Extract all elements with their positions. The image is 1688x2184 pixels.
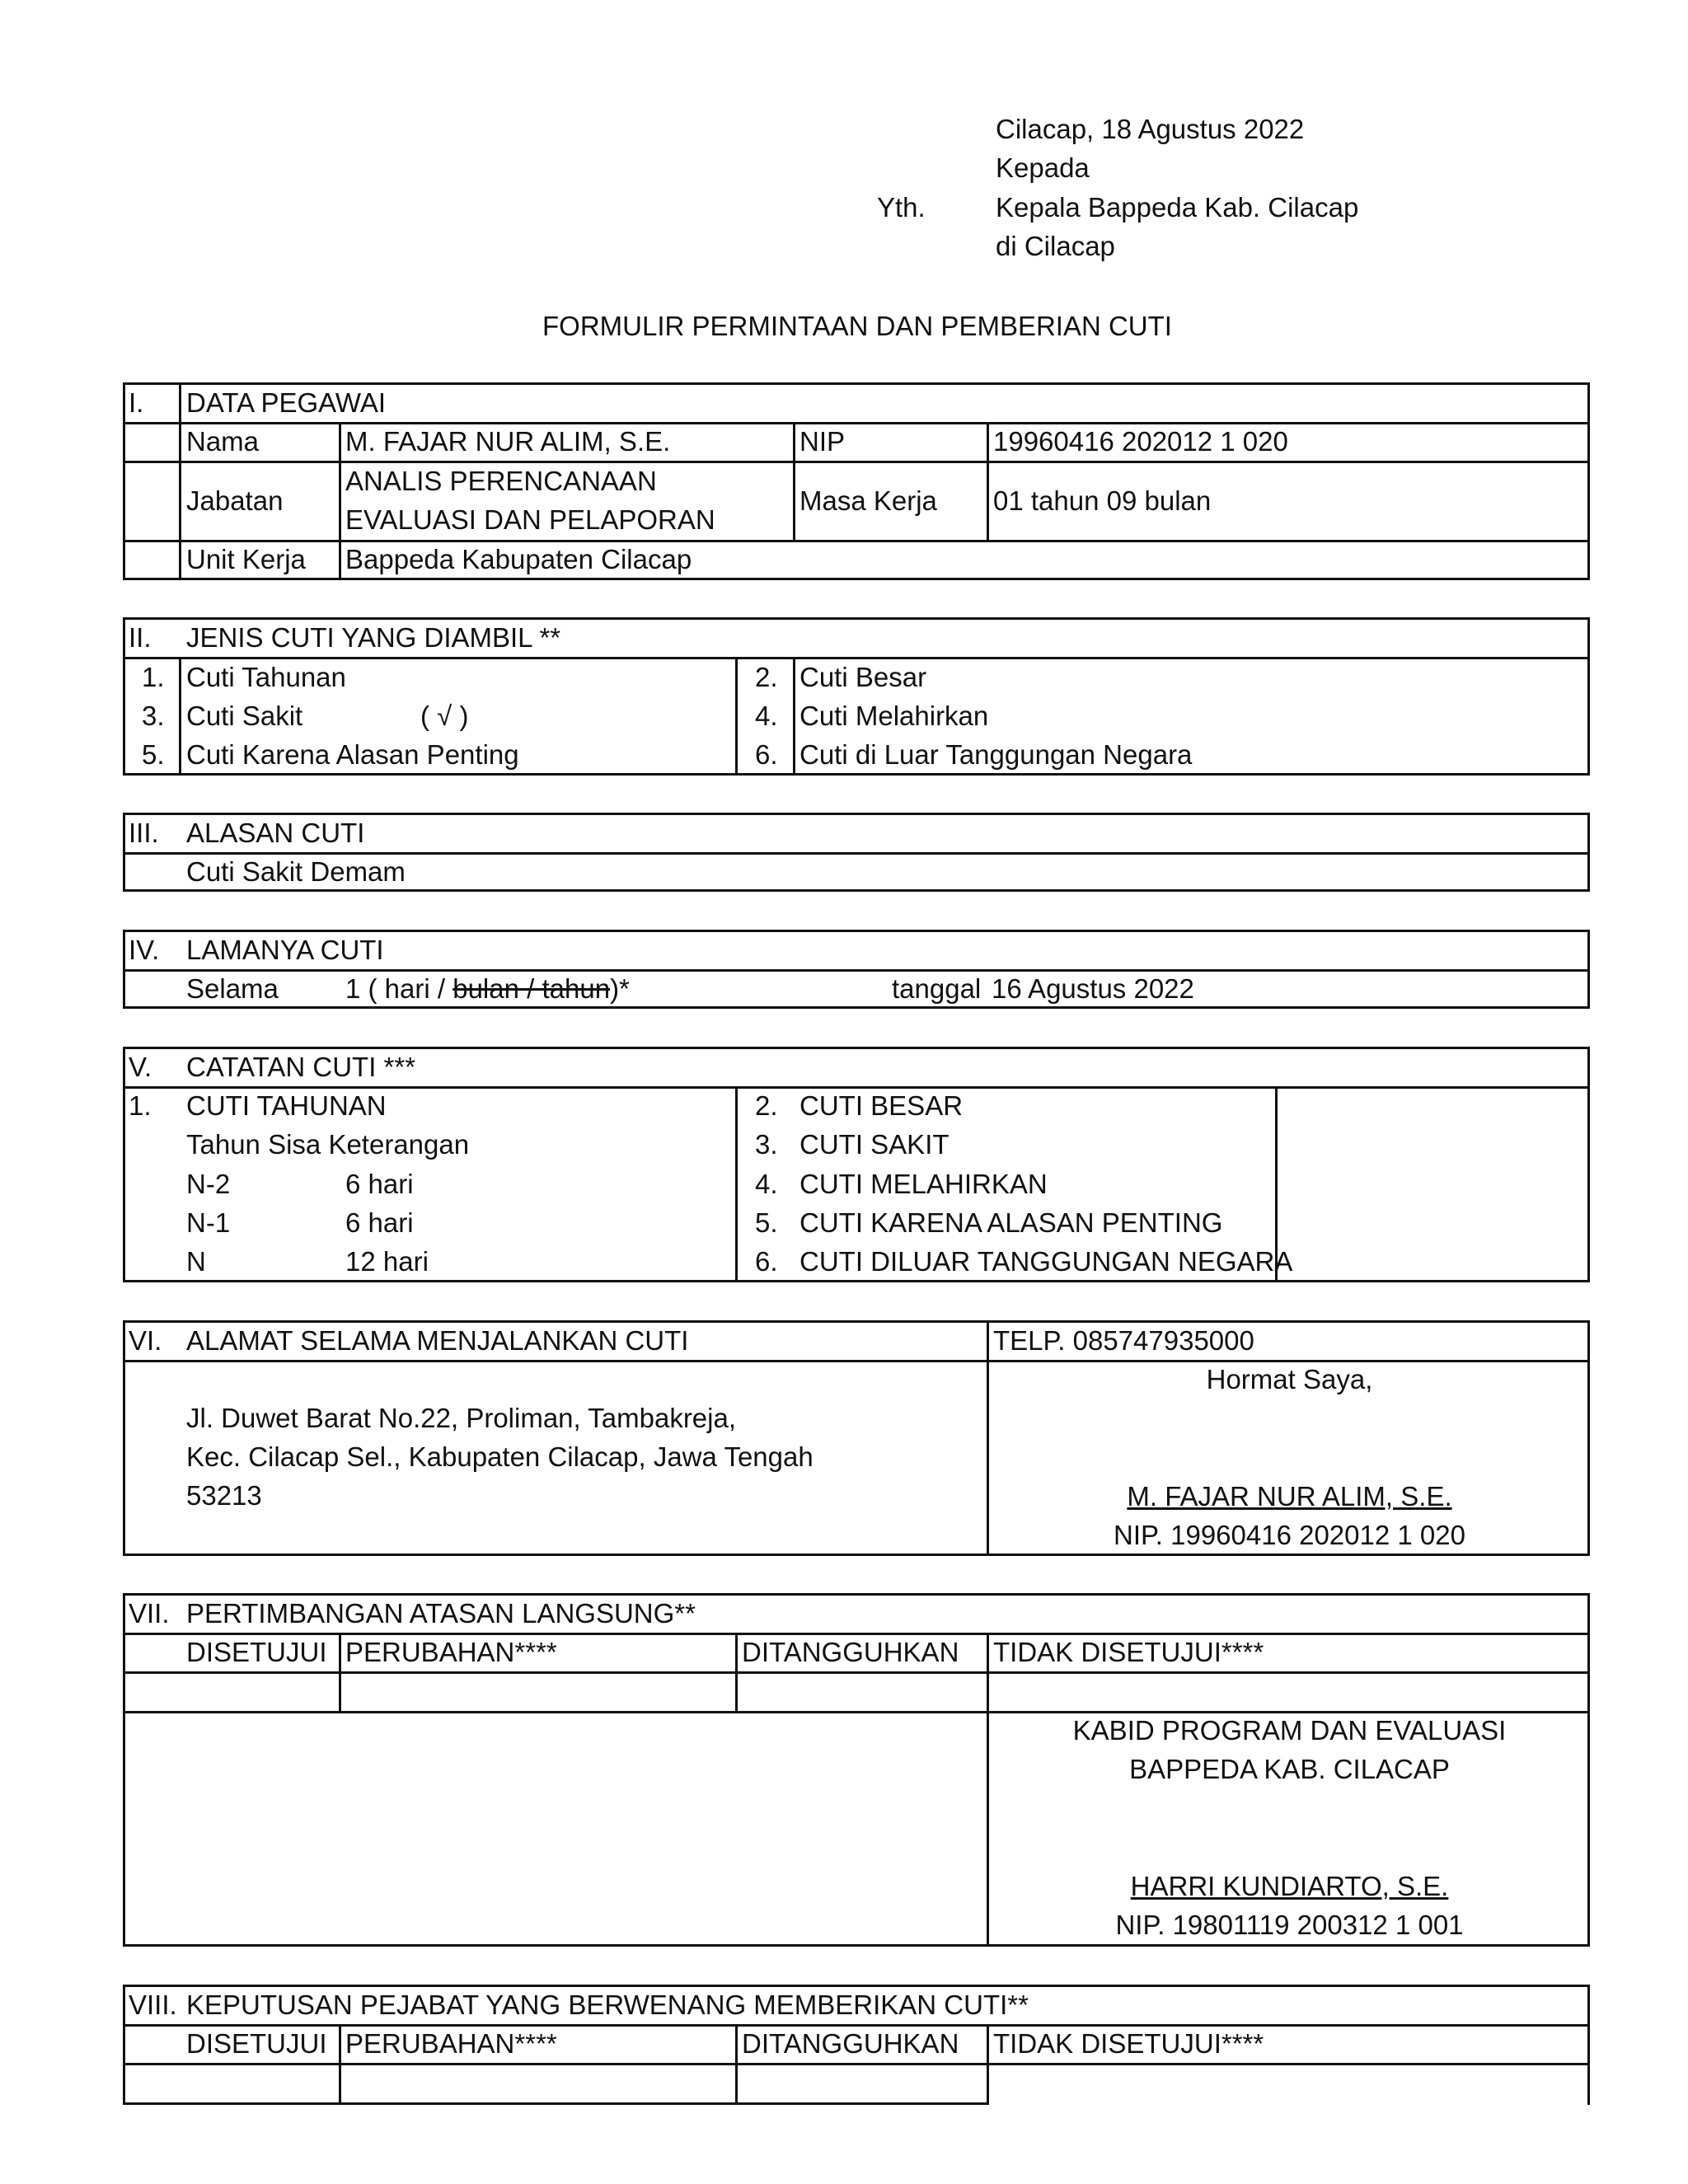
address-line: Kec. Cilacap Sel., Kabupaten Cilacap, Jawa Tengah — [186, 1441, 814, 1472]
tahunan-year: N — [186, 1246, 206, 1277]
signer-name-text: M. FAJAR NUR ALIM, S.E. — [1127, 1481, 1452, 1511]
catatan-number: 2. — [755, 1090, 778, 1121]
leave-type-number: 5. — [142, 739, 165, 770]
duration-suffix: )* — [610, 973, 630, 1004]
catatan-label: CUTI SAKIT — [799, 1129, 950, 1160]
unit-kerja-value: Bappeda Kabupaten Cilacap — [345, 544, 692, 574]
section-number: VIII. — [129, 1990, 177, 2020]
section-number: VI. — [129, 1325, 162, 1356]
leave-type-label: Cuti Sakit — [186, 701, 303, 731]
leave-type-label: Cuti di Luar Tanggungan Negara — [799, 739, 1193, 770]
section-heading: ALAMAT SELAMA MENJALANKAN CUTI — [186, 1325, 689, 1356]
tahunan-label: CUTI TAHUNAN — [186, 1090, 387, 1121]
alasan-value: Cuti Sakit Demam — [186, 856, 406, 887]
hormat-saya: Hormat Saya, — [1206, 1364, 1373, 1394]
col-disetujui: DISETUJUI — [186, 1637, 327, 1667]
leave-type-number: 3. — [142, 701, 165, 731]
tahunan-year: N-1 — [186, 1207, 231, 1238]
section-number: II. — [129, 622, 152, 653]
nip-label: NIP — [799, 426, 846, 457]
tahunan-sisa: 12 hari — [345, 1246, 429, 1277]
leave-type-number: 1. — [142, 662, 165, 692]
catatan-label: CUTI MELAHIRKAN — [799, 1169, 1048, 1199]
tahunan-sisa: 6 hari — [345, 1169, 414, 1199]
jabatan-label: Jabatan — [186, 485, 284, 516]
masa-kerja-label: Masa Kerja — [799, 485, 937, 516]
official-nip: NIP. 19801119 200312 1 001 — [1115, 1910, 1464, 1940]
catatan-number: 6. — [755, 1246, 778, 1277]
leave-type-label: Cuti Besar — [799, 662, 927, 692]
official-office: BAPPEDA KAB. CILACAP — [1129, 1754, 1450, 1784]
col-ditangguhkan: DITANGGUHKAN — [742, 2028, 959, 2059]
catatan-label: CUTI DILUAR TANGGUNGAN NEGARA — [799, 1246, 1293, 1277]
tahunan-year: N-2 — [186, 1169, 231, 1199]
selected-check-mark: ( √ ) — [420, 701, 469, 731]
official-title: KABID PROGRAM DAN EVALUASI — [1072, 1715, 1507, 1746]
signer-nip: NIP. 19960416 202012 1 020 — [1114, 1520, 1465, 1550]
nama-value: M. FAJAR NUR ALIM, S.E. — [345, 426, 671, 457]
nama-label: Nama — [186, 426, 260, 457]
tahunan-sisa: 6 hari — [345, 1207, 414, 1238]
section-heading: KEPUTUSAN PEJABAT YANG BERWENANG MEMBERIKAN CUTI** — [186, 1990, 1029, 2020]
duration-prefix: 1 ( hari / — [345, 973, 453, 1004]
section-heading: PERTIMBANGAN ATASAN LANGSUNG** — [186, 1598, 696, 1629]
yth-label: Yth. — [877, 192, 926, 223]
tanggal-label: tanggal — [892, 973, 982, 1004]
section-number: V. — [129, 1052, 152, 1082]
leave-type-label: Cuti Tahunan — [186, 662, 346, 692]
col-tidak-disetujui: TIDAK DISETUJUI**** — [993, 2028, 1264, 2059]
catatan-label: CUTI KARENA ALASAN PENTING — [799, 1207, 1223, 1238]
section-heading: ALASAN CUTI — [186, 818, 365, 848]
catatan-number: 3. — [755, 1129, 778, 1160]
duration-value — [345, 970, 630, 1008]
col-perubahan: PERUBAHAN**** — [345, 1637, 557, 1667]
leave-type-label: Cuti Melahirkan — [799, 701, 989, 731]
section-number: IV. — [129, 935, 160, 965]
place-date: Cilacap, 18 Agustus 2022 — [996, 114, 1305, 144]
official-name-text: HARRI KUNDIARTO, S.E. — [1130, 1871, 1449, 1901]
col-perubahan: PERUBAHAN**** — [345, 2028, 557, 2059]
col-tidak-disetujui: TIDAK DISETUJUI**** — [993, 1637, 1264, 1667]
col-ditangguhkan: DITANGGUHKAN — [742, 1637, 959, 1667]
masa-kerja-value: 01 tahun 09 bulan — [993, 485, 1212, 516]
address-line: 53213 — [186, 1480, 262, 1511]
form-title: FORMULIR PERMINTAAN DAN PEMBERIAN CUTI — [542, 311, 1172, 341]
signer-name — [989, 1478, 1590, 1516]
recipient-location: di Cilacap — [996, 231, 1115, 261]
recipient: Kepala Bappeda Kab. Cilacap — [996, 192, 1359, 223]
tahunan-number: 1. — [129, 1090, 152, 1121]
leave-type-number: 2. — [755, 662, 778, 692]
catatan-label: CUTI BESAR — [799, 1090, 964, 1121]
section-number: I. — [129, 387, 144, 418]
selama-label: Selama — [186, 973, 279, 1004]
jabatan-value-line1: ANALIS PERENCANAAN — [345, 466, 657, 496]
official-name — [989, 1868, 1590, 1905]
section-heading: LAMANYA CUTI — [186, 935, 384, 965]
telephone: TELP. 085747935000 — [993, 1325, 1254, 1356]
tanggal-value: 16 Agustus 2022 — [992, 973, 1194, 1004]
col-disetujui: DISETUJUI — [186, 2028, 327, 2059]
jabatan-value-line2: EVALUASI DAN PELAPORAN — [345, 504, 715, 535]
tahunan-table-header: Tahun Sisa Keterangan — [186, 1129, 470, 1160]
kepada-label: Kepada — [996, 152, 1090, 183]
nip-value: 19960416 202012 1 020 — [993, 426, 1288, 457]
section-heading: JENIS CUTI YANG DIAMBIL ** — [186, 622, 561, 653]
duration-struck-units: bulan / tahun — [452, 973, 611, 1004]
catatan-number: 4. — [755, 1169, 778, 1199]
section-heading: CATATAN CUTI *** — [186, 1052, 416, 1082]
section-number: VII. — [129, 1598, 170, 1629]
leave-type-label: Cuti Karena Alasan Penting — [186, 739, 519, 770]
section-number: III. — [129, 818, 159, 848]
address-line: Jl. Duwet Barat No.22, Proliman, Tambakreja, — [186, 1403, 737, 1433]
section-heading: DATA PEGAWAI — [186, 387, 387, 418]
leave-type-number: 6. — [755, 739, 778, 770]
unit-kerja-label: Unit Kerja — [186, 544, 306, 574]
catatan-number: 5. — [755, 1207, 778, 1238]
leave-type-number: 4. — [755, 701, 778, 731]
